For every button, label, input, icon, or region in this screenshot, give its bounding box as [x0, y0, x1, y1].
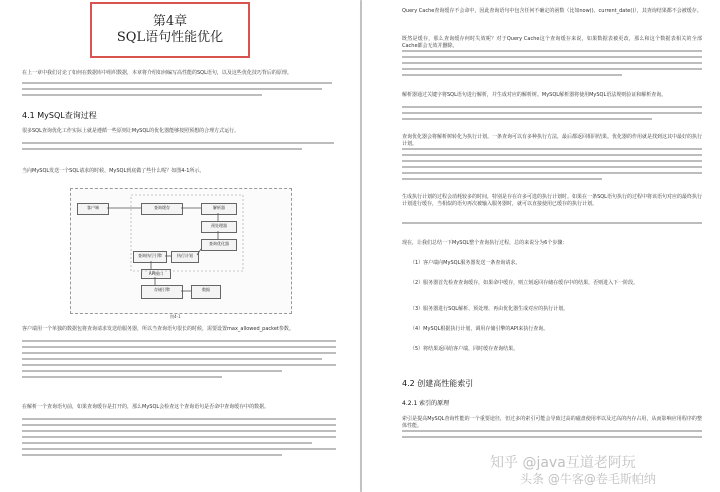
- text-line: [22, 94, 262, 96]
- section-heading: 4.1 MySQL查询过程: [22, 111, 97, 120]
- text-line: [22, 82, 332, 84]
- optimizer-box: 查询优化器: [201, 239, 237, 251]
- text-line: [22, 418, 336, 420]
- query-cache-box: 查询缓存: [141, 203, 183, 215]
- text-line: [402, 68, 702, 70]
- section-heading: 4.2 创建高性能索引: [402, 379, 474, 388]
- text-line: [402, 166, 702, 168]
- right-page: [362, 0, 720, 492]
- text-line: [22, 88, 322, 90]
- text-line: [402, 106, 702, 108]
- intro-paragraph: 在上一章中我们讨论了如何在数据库中组织数据，本章将介绍如何编写高性能的SQL语句，以及这些优化技巧背后的原理。: [22, 70, 292, 76]
- text-line: [402, 74, 622, 76]
- text-line: [22, 376, 222, 378]
- text-line: [22, 370, 282, 372]
- step-item: （1）客户端向MySQL服务器发送一条查询请求。: [410, 260, 521, 266]
- diagram-arrows: [71, 189, 291, 313]
- text-line: [402, 112, 702, 114]
- text-line: [22, 442, 312, 444]
- paragraph: 解析器通过关键字将SQL语句进行解析，并生成对应的解析树。MySQL解析器将使用MySQL语法规则验证和解析查询。: [402, 92, 667, 98]
- text-line: [22, 352, 336, 354]
- text-line: [22, 448, 336, 450]
- text-line: [22, 142, 334, 144]
- client-box: 客户端: [77, 203, 109, 215]
- text-line: [402, 50, 702, 52]
- text-line: [402, 154, 702, 156]
- text-line: [402, 172, 702, 174]
- step-item: （5）将结果返回给客户端，同时缓存查询结果。: [410, 346, 519, 352]
- text-line: [22, 346, 336, 348]
- execution-engine-box: 查询执行引擎: [133, 251, 167, 263]
- preprocessor-box: 预处理器: [201, 221, 237, 233]
- watermark-line-2: 头条 @牛客@卷毛斯帕纳: [520, 472, 656, 486]
- paragraph: 索引是提高MySQL查询性能的一个重要途径，但过多的索引可能会导致过高的磁盘使用率以及过高的内存占用，从而影响应用程序的整体性能。: [402, 416, 702, 429]
- text-line: [22, 358, 322, 360]
- paragraph: Query Cache查询缓存不会命中，因此查询语句中包含任何不确定的函数（比如now()、current_date()），其查询结果都不会被缓存。: [402, 8, 702, 14]
- watermark-line-1: 知乎 @java互道老阿玩: [490, 455, 636, 471]
- chapter-title: SQL语句性能优化: [116, 30, 224, 45]
- paragraph: 客户端用一个单独的数据包将查询请求发送给服务器，所以当查询语句很长的时候，需要设置max_allowed_packet参数。: [22, 326, 294, 332]
- text-line: [22, 364, 336, 366]
- paragraph: 既然是缓存，那么查询缓存何时失效呢？对于Query Cache这个查询缓存来说，如果数据表被更改，那么和这个数据表相关的全部Cache都会无效并删除。: [402, 36, 702, 49]
- step-item: （2）服务器首先检查查询缓存，如果命中缓存，则立刻返回存储在缓存中的结果，否则进入下一阶段。: [410, 280, 639, 286]
- text-line: [22, 430, 336, 432]
- text-line: [22, 454, 282, 456]
- parser-box: 解析器: [201, 203, 237, 215]
- text-line: [402, 56, 702, 58]
- storage-engine-box: 存储引擎: [141, 285, 183, 299]
- text-line: [22, 340, 336, 342]
- figure-caption: 图4-1: [170, 314, 181, 319]
- query-flow-diagram: [70, 188, 292, 314]
- data-box: 数据: [191, 285, 221, 299]
- subsection-heading: 4.2.1 索引的原理: [402, 400, 450, 407]
- paragraph: 在解析一个查询语句前，如果查询缓存是打开的，那么MySQL会检查这个查询语句是否命中查询缓存中的数据。: [22, 404, 270, 410]
- paragraph: 查询优化器会将解析树转化为执行计划。一条查询可以有多种执行方法，最后都返回相同结果。优化器的作用就是找到这其中最好的执行计划。: [402, 134, 703, 147]
- step-item: （4）MySQL根据执行计划，调用存储引擎的API来执行查询。: [410, 326, 549, 332]
- text-line: [402, 62, 702, 64]
- chapter-label: 第4章: [152, 14, 188, 29]
- step-item: （3）服务器进行SQL解析、预处理、再由优化器生成对应的执行计划。: [410, 306, 569, 312]
- exec-plan-box: 执行计划: [171, 251, 199, 263]
- text-line: [22, 436, 336, 438]
- text-line: [402, 148, 702, 150]
- paragraph: 很多SQL查询优化工作实际上就是遵循一些原则让MySQL的优化器能够按照预想的合理方式运行。: [22, 128, 240, 134]
- text-line: [22, 148, 302, 150]
- text-line: [22, 424, 336, 426]
- chapter-title-box: [90, 2, 250, 58]
- text-line: [402, 222, 702, 224]
- text-line: [402, 118, 652, 120]
- text-line: [402, 160, 702, 162]
- api-box: API接口: [141, 269, 171, 279]
- paragraph: 当向MySQL发送一个SQL请求的时候，MySQL到底做了些什么呢？如图4-1所示。: [22, 168, 205, 174]
- summary-paragraph: 现在，让我们总结一下MySQL整个查询执行过程，总的来说分为6个步骤：: [402, 240, 568, 246]
- text-line: [402, 178, 602, 180]
- paragraph: 生成执行计划的过程会消耗较多的时间，特别是存在许多可选的执行计划时。如果在一条SQL语句执行的过程中将该语句对应的最终执行计划进行缓存，当相似的语句再次被输入服务器时，就可以直接使用已缓存的执行计划。: [402, 194, 702, 207]
- text-line: [402, 436, 702, 438]
- text-line: [402, 430, 702, 432]
